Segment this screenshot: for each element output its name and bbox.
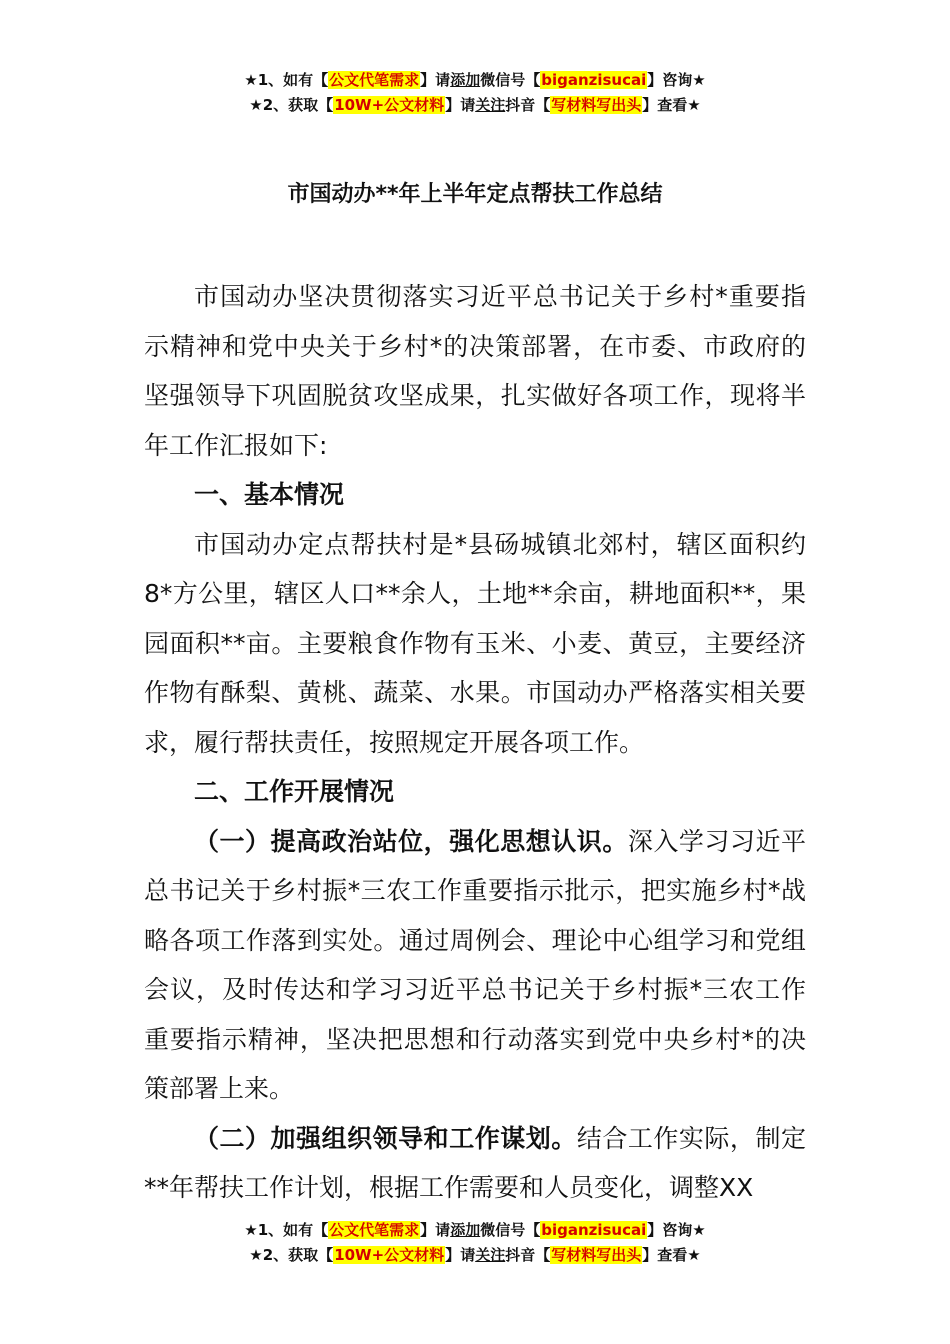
intro-paragraph: 市国动办坚决贯彻落实习近平总书记关于乡村*重要指示精神和党中央关于乡村*的决策部署，在市委、市政府的坚强领导下巩固脱贫攻坚成果，扎实做好各项工作，现将半年工作汇报如下: [144, 282, 806, 460]
highlight-service: 公文代笔需求 [329, 71, 420, 89]
section-paragraph-basic: 市国动办定点帮扶村是*县砀城镇北郊村，辖区面积约8*方公里，辖区人口**余人，土地**余亩，耕地面积**，果园面积**亩。主要粮食作物有玉米、小麦、黄豆，主要经济作物有酥梨、黄桃、蔬菜、水果。市国动办严格落实相关要求，履行帮扶责任，按照规定开展各项工作。 [144, 529, 806, 757]
highlight-service: 公文代笔需求 [329, 1221, 420, 1239]
highlight-materials: 10W+公文材料 [334, 1246, 445, 1264]
promo-line-2: ★2、获取【10W+公文材料】请关注抖音【写材料写出头】查看★ [249, 96, 701, 114]
highlight-douyin-id: 写材料写出头 [551, 96, 642, 114]
item-paragraph-2 [144, 1114, 806, 1213]
item-text-2: 结合工作实际，制定**年帮扶工作计划，根据工作需要和人员变化，调整XX [144, 1123, 806, 1202]
section-heading-progress: 二、工作开展情况 [194, 777, 395, 806]
item-paragraph-1 [144, 817, 806, 1114]
promo-banner-bottom [0, 1218, 950, 1268]
document-title: 市国动办**年上半年定点帮扶工作总结 [287, 182, 663, 207]
highlight-wechat-id: biganzisucai [541, 71, 647, 89]
promo-line-1: ★1、如有【公文代笔需求】请添加微信号【biganzisucai】咨询★ [244, 1221, 706, 1239]
promo-banner-top [0, 68, 950, 118]
promo-line-2: ★2、获取【10W+公文材料】请关注抖音【写材料写出头】查看★ [249, 1246, 701, 1264]
document-body [144, 272, 806, 1213]
highlight-douyin-id: 写材料写出头 [551, 1246, 642, 1264]
item-text-1: 深入学习习近平总书记关于乡村振*三农工作重要指示批示，把实施乡村*战略各项工作落到实处。通过周例会、理论中心组学习和党组会议，及时传达和学习习近平总书记关于乡村振*三农工作重要指示精神，坚决把思想和行动落实到党中央乡村*的决策部署上来。 [144, 826, 806, 1103]
section-heading-basic: 一、基本情况 [194, 480, 345, 509]
item-lead-2: （二）加强组织领导和工作谋划。 [194, 1123, 577, 1153]
highlight-materials: 10W+公文材料 [334, 96, 445, 114]
item-lead-1: （一）提高政治站位，强化思想认识。 [194, 826, 628, 856]
promo-line-1: ★1、如有【公文代笔需求】请添加微信号【biganzisucai】咨询★ [244, 71, 706, 89]
highlight-wechat-id: biganzisucai [541, 1221, 647, 1239]
